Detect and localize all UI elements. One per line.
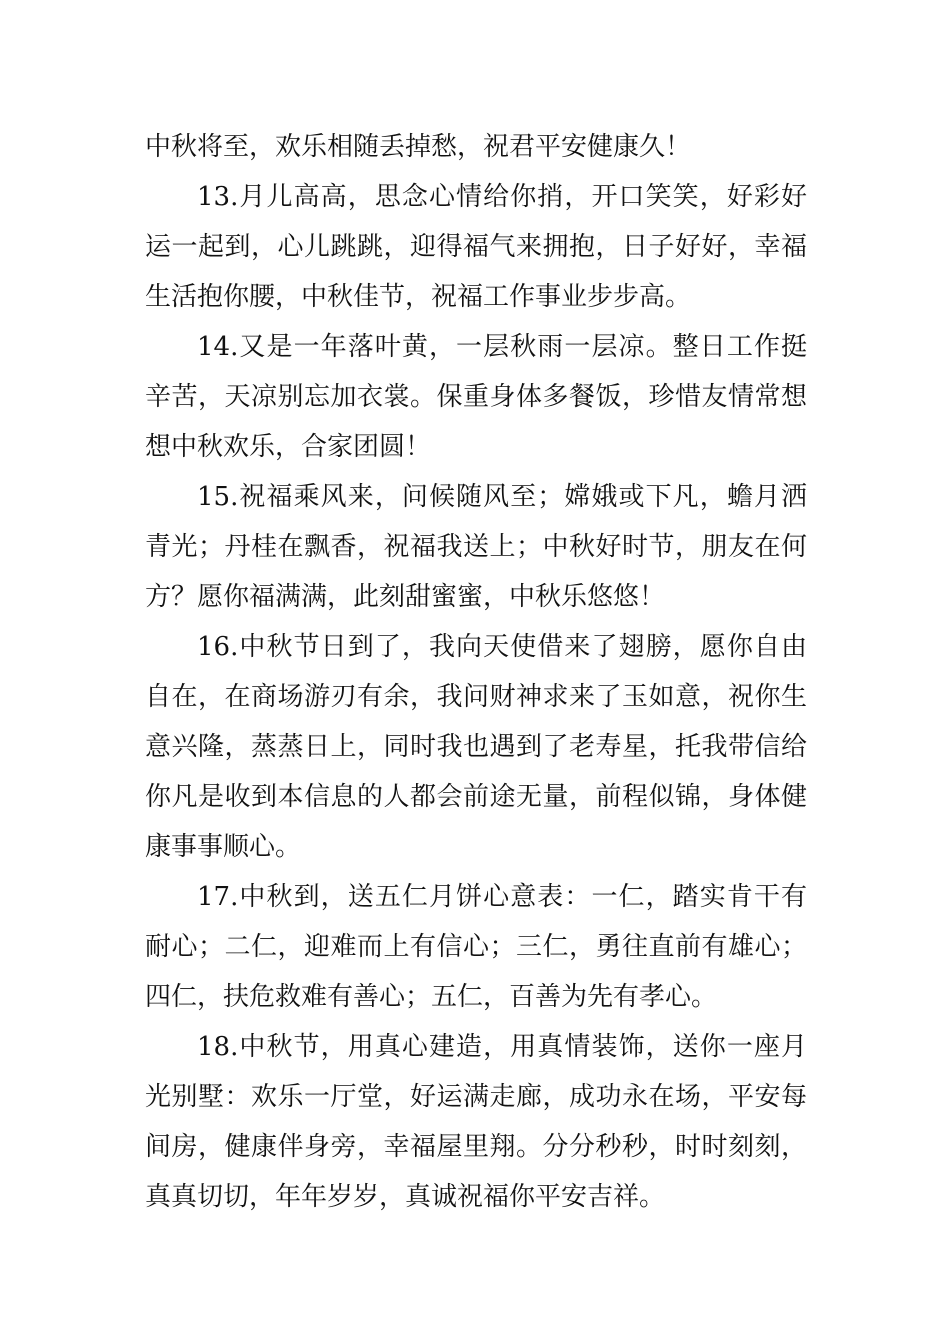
paragraph-17: 17.中秋到，送五仁月饼心意表：一仁，踏实肯干有耐心；二仁，迎难而上有信心；三仁，勇往直前有雄心；四仁，扶危救难有善心；五仁，百善为先有孝心。: [145, 882, 807, 1012]
document-body: [145, 122, 807, 1222]
paragraph-13: 13.月儿高高，思念心情给你捎，开口笑笑，好彩好运一起到，心儿跳跳，迎得福气来拥抱，日子好好，幸福生活抱你腰，中秋佳节，祝福工作事业步步高。: [145, 182, 807, 312]
paragraph: 中秋将至，欢乐相随丢掉愁，祝君平安健康久！: [145, 132, 692, 162]
paragraph-14: 14.又是一年落叶黄，一层秋雨一层凉。整日工作挺辛苦，天凉别忘加衣裳。保重身体多餐饭，珍惜友情常想想中秋欢乐，合家团圆！: [145, 332, 807, 462]
paragraph-18: 18.中秋节，用真心建造，用真情装饰，送你一座月光别墅：欢乐一厅堂，好运满走廊，成功永在场，平安每间房，健康伴身旁，幸福屋里翔。分分秒秒，时时刻刻，真真切切，年年岁岁，真诚祝福你平安吉祥。: [145, 1032, 807, 1212]
paragraph-15: 15.祝福乘风来，问候随风至；嫦娥或下凡，蟾月洒青光；丹桂在飘香，祝福我送上；中秋好时节，朋友在何方？愿你福满满，此刻甜蜜蜜，中秋乐悠悠！: [145, 482, 807, 612]
paragraph-16: 16.中秋节日到了，我向天使借来了翅膀，愿你自由自在，在商场游刃有余，我问财神求来了玉如意，祝你生意兴隆，蒸蒸日上，同时我也遇到了老寿星，托我带信给你凡是收到本信息的人都会前途无量，前程似锦，身体健康事事顺心。: [145, 632, 807, 862]
